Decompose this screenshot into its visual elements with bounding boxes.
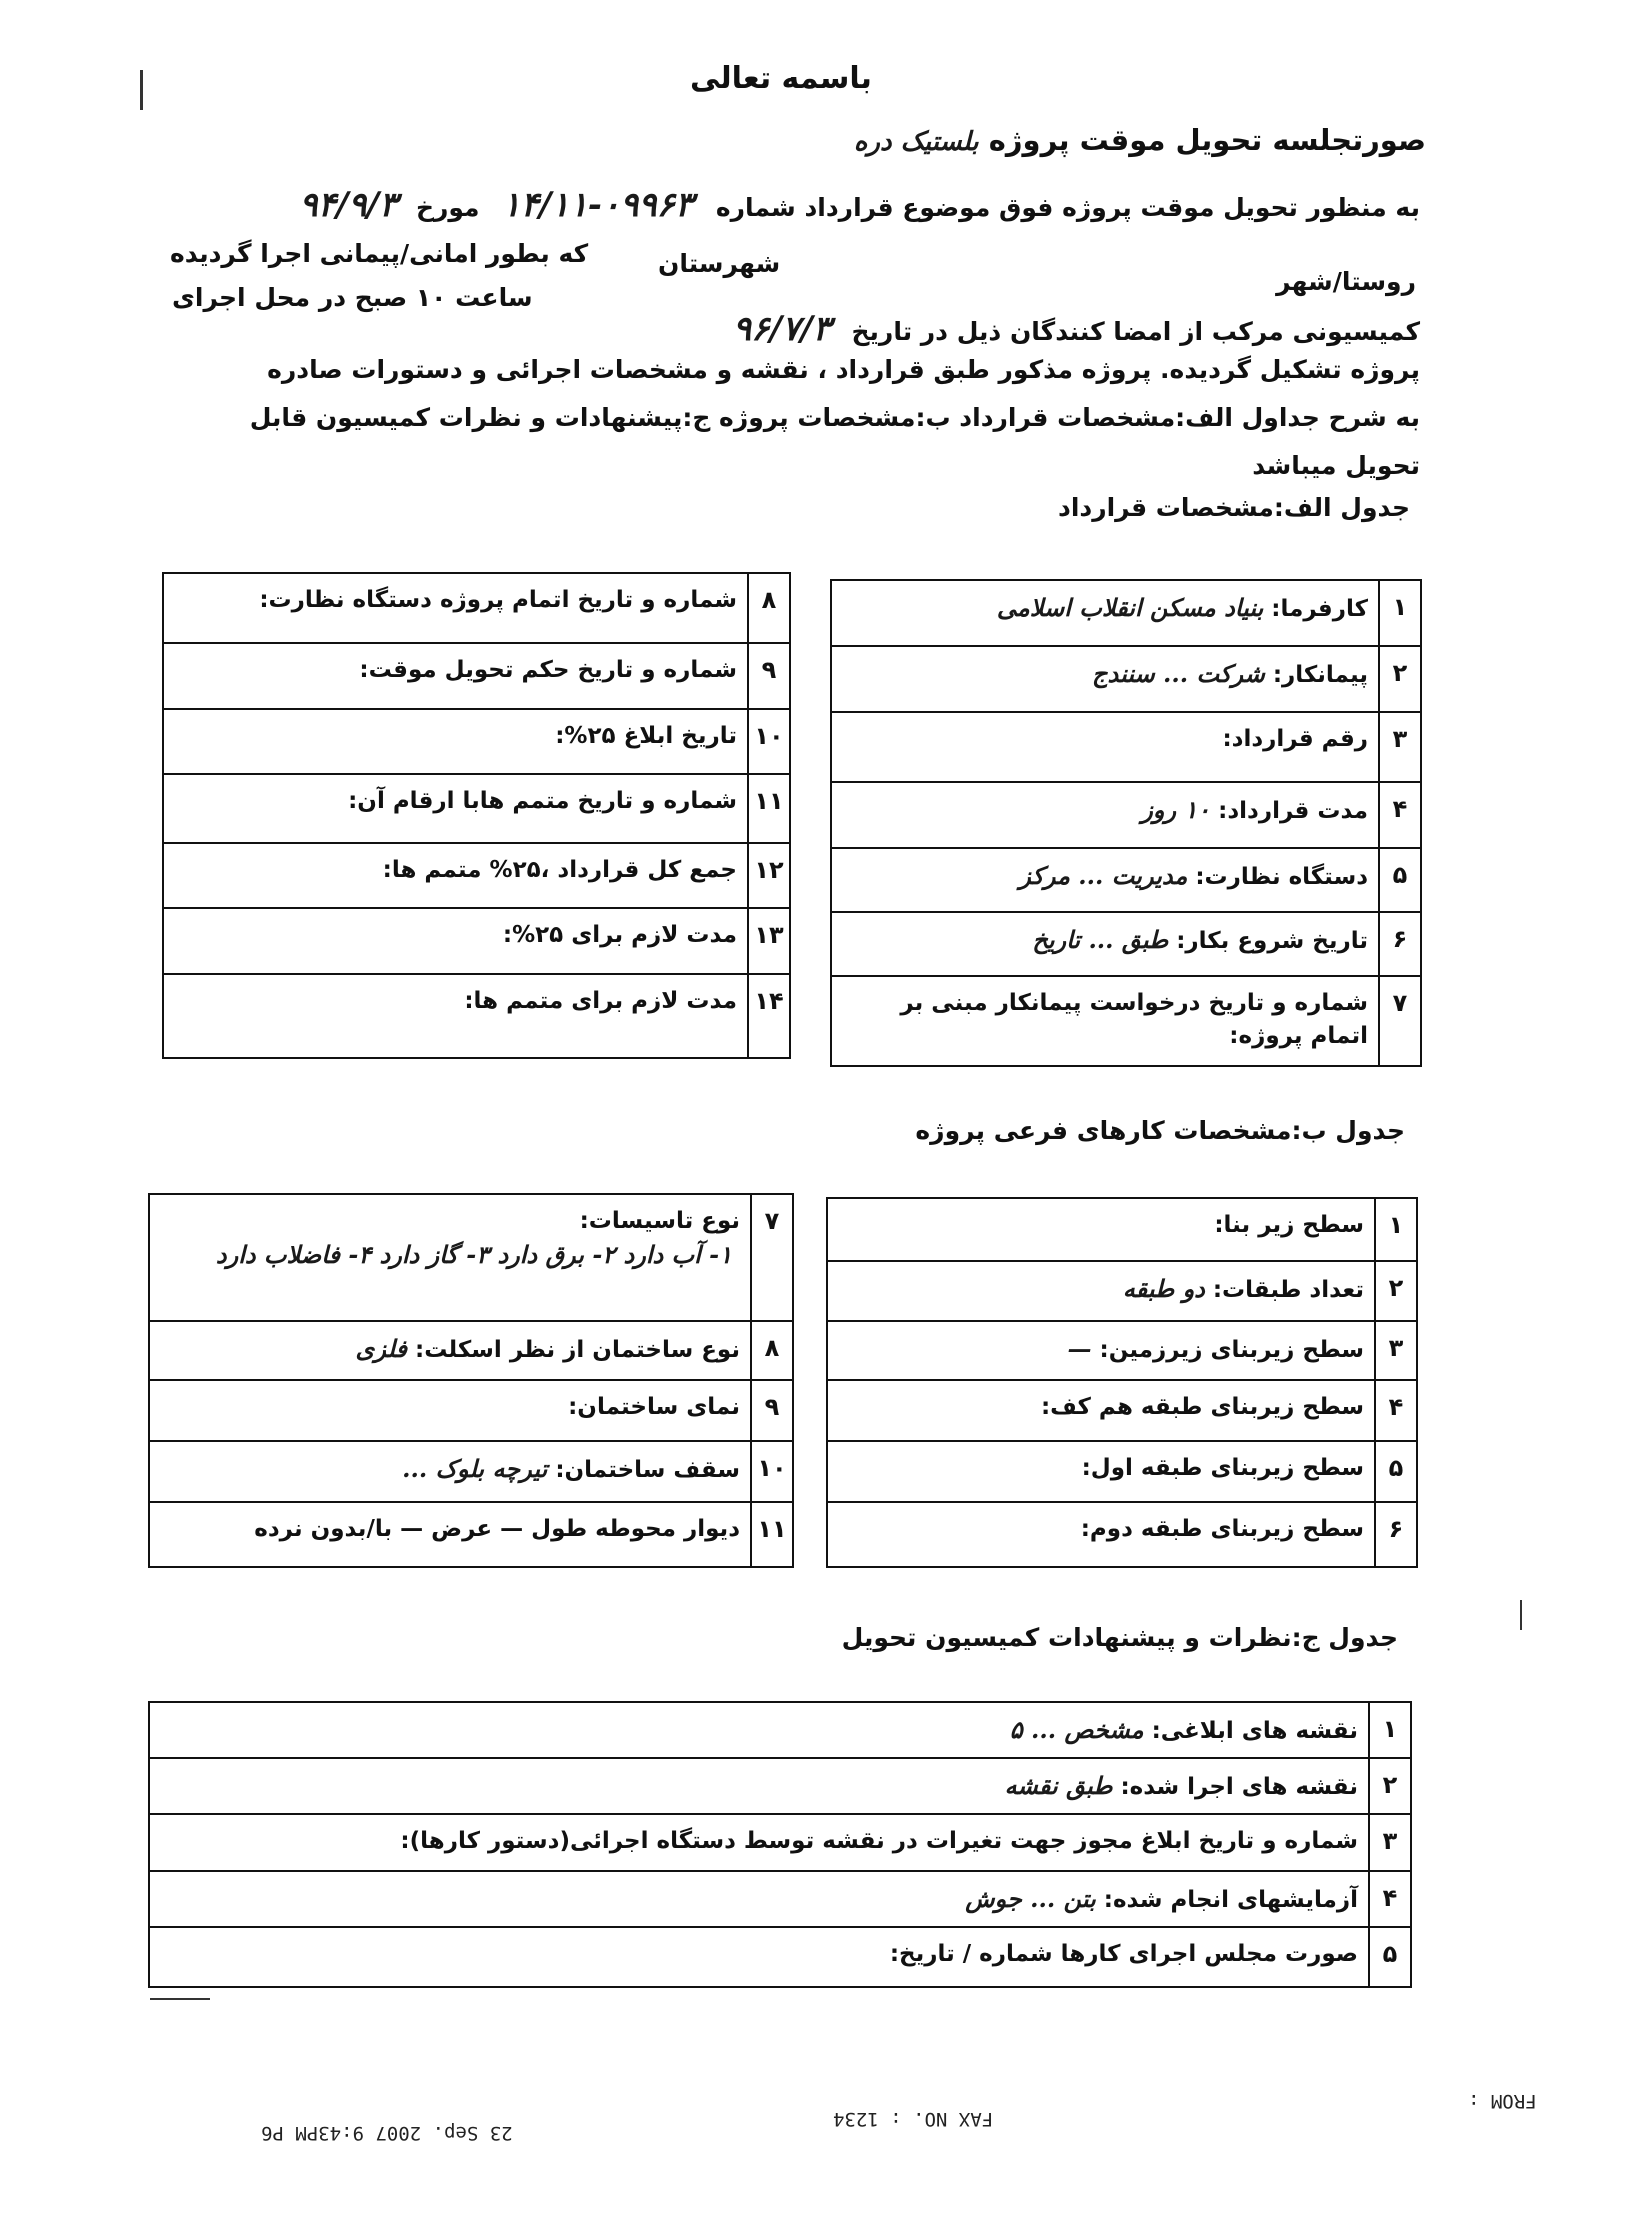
table-row [832, 581, 1420, 647]
row-field [150, 1928, 1368, 1986]
row-number: ۳ [1368, 1815, 1410, 1870]
table-row [150, 1322, 792, 1381]
village-label: روستا/شهر [1276, 267, 1416, 296]
row-field [828, 1199, 1374, 1260]
table-row [164, 644, 789, 710]
row-number: ۵ [1368, 1928, 1410, 1986]
table-row [164, 710, 789, 775]
row-number: ۹ [747, 644, 789, 708]
row-number: ۵ [1374, 1442, 1416, 1501]
field-value-handwritten: مشخص ... ۵ [1009, 1715, 1144, 1744]
row-number: ۱۲ [747, 844, 789, 907]
fax-timestamp: 23 Sep. 2007 9:43PM P6 [261, 2122, 513, 2144]
table-row [164, 909, 789, 975]
field-label: شماره و تاریخ درخواست پیمانکار مبنی بر اتمام پروژه: [900, 990, 1368, 1050]
field-value-handwritten: ۱- آب دارد ۲- برق دارد ۳- گاز دارد ۴- فاضلاب دارد [215, 1240, 732, 1270]
table-row [828, 1262, 1416, 1322]
field-label: دیوار محوطه طول — عرض — با/بدون نرده [254, 1516, 740, 1542]
field-value-handwritten: طبق ... تاریخ [1032, 925, 1169, 954]
row-number: ۱ [1374, 1199, 1416, 1260]
subject-handwritten: بلستیک دره [853, 127, 979, 157]
field-label: شماره و تاریخ حکم تحویل موقت: [359, 657, 737, 683]
row-field [828, 1381, 1374, 1440]
row-field [164, 844, 747, 907]
table-row [832, 849, 1420, 913]
row-number: ۱۱ [750, 1503, 792, 1566]
table-row [164, 775, 789, 844]
field-label: سطح زیربنای زیرزمین: [1099, 1337, 1364, 1363]
row-field [828, 1262, 1374, 1320]
row-field [164, 975, 747, 1057]
row-field [150, 1381, 750, 1440]
table-row [150, 1442, 792, 1503]
field-label: تاریخ شروع بکار: [1176, 928, 1368, 954]
row-field [832, 713, 1378, 781]
project-table-left [148, 1193, 794, 1568]
row-field [832, 783, 1378, 847]
field-value-handwritten: تیرچه بلوک ... [402, 1454, 548, 1483]
field-label: سطح زیر بنا: [1214, 1212, 1364, 1238]
row-field [828, 1442, 1374, 1501]
field-label: تعداد طبقات: [1212, 1277, 1364, 1303]
intro-text: کمیسیونی مرکب از امضا کنندگان ذیل در تاریخ [851, 317, 1420, 346]
row-field [150, 1759, 1368, 1813]
field-label: آزمایشهای انجام شده: [1103, 1887, 1358, 1913]
row-field [164, 710, 747, 773]
table-row [150, 1195, 792, 1322]
row-number: ۱۴ [747, 975, 789, 1057]
row-field [150, 1322, 750, 1379]
field-label: سقف ساختمان: [555, 1457, 740, 1483]
row-field [832, 581, 1378, 645]
contract-date: ۹۴/۹/۳ [299, 185, 398, 225]
table-row [150, 1872, 1410, 1928]
row-number: ۱ [1378, 581, 1420, 645]
intro-text: به منظور تحویل موقت پروژه فوق موضوع قرارداد شماره [715, 193, 1420, 222]
field-value-handwritten: دو طبقه [1122, 1274, 1205, 1303]
field-label: تاریخ ابلاغ ۲۵%: [555, 723, 737, 749]
table-row [164, 975, 789, 1057]
dated-label: مورخ [415, 193, 480, 222]
table-row [150, 1503, 792, 1566]
field-value-handwritten: شرکت ... سنندج [1092, 659, 1265, 688]
field-value-handwritten: مدیریت ... مرکز [1019, 861, 1188, 890]
field-label: مدت قرارداد: [1218, 798, 1368, 824]
row-number: ۵ [1378, 849, 1420, 911]
county-label: شهرستان [658, 249, 781, 278]
row-field [828, 1322, 1374, 1379]
field-label: جمع کل قرارداد ،۲۵% متمم ها: [382, 857, 737, 883]
row-number: ۱۰ [750, 1442, 792, 1501]
row-number: ۲ [1378, 647, 1420, 711]
field-label: مدت لازم برای متمم ها: [464, 988, 737, 1014]
row-number: ۹ [750, 1381, 792, 1440]
row-field [832, 913, 1378, 975]
row-number: ۶ [1378, 913, 1420, 975]
row-number: ۱۰ [747, 710, 789, 773]
field-label: رقم قرارداد: [1222, 726, 1368, 752]
field-value-handwritten: بنیاد مسکن انقلاب اسلامی [996, 593, 1264, 622]
contract-number: ۰۹۹۶۳-۱۴/۱۱ [502, 185, 694, 225]
row-field [828, 1503, 1374, 1566]
table-row [150, 1703, 1410, 1759]
intro-line-5: پروژه تشکیل گردیده. پروژه مذکور طبق قرارداد ، نقشه و مشخصات اجرائی و دستورات صادره [267, 355, 1420, 384]
row-field [832, 647, 1378, 711]
document-subject [854, 124, 1426, 158]
row-field [150, 1703, 1368, 1757]
row-number: ۱۳ [747, 909, 789, 973]
intro-line-4 [733, 310, 1420, 349]
row-number: ۸ [750, 1322, 792, 1379]
contract-table-left [162, 572, 791, 1059]
field-label: نقشه های اجرا شده: [1120, 1774, 1358, 1800]
scan-noise [150, 1998, 210, 2000]
row-field [164, 775, 747, 842]
row-number: ۴ [1378, 783, 1420, 847]
field-label: کارفرما: [1271, 596, 1368, 622]
table-row [150, 1381, 792, 1442]
row-field [164, 644, 747, 708]
row-number: ۸ [747, 574, 789, 642]
field-label: صورت مجلس اجرای کارها شماره / تاریخ: [889, 1941, 1358, 1967]
table-b-title: جدول ب:مشخصات کارهای فرعی پروژه [915, 1116, 1405, 1145]
intro-line-7: تحویل میباشد [1252, 451, 1420, 480]
project-table-right [826, 1197, 1418, 1568]
row-number: ۴ [1374, 1381, 1416, 1440]
commission-table [148, 1701, 1412, 1988]
table-row [832, 713, 1420, 783]
field-value-handwritten: — [1067, 1334, 1092, 1363]
field-value-handwritten: فلزی [355, 1334, 407, 1363]
document-heading: باسمه تعالی [690, 61, 872, 96]
table-row [828, 1381, 1416, 1442]
row-field [150, 1872, 1368, 1926]
table-row [832, 783, 1420, 849]
table-a-title: جدول الف:مشخصات قرارداد [1057, 493, 1410, 522]
intro-line-6: به شرح جداول الف:مشخصات قرارداد ب:مشخصات پروژه ج:پیشنهادات و نظرات کمیسیون قابل [249, 403, 1420, 432]
row-number: ۴ [1368, 1872, 1410, 1926]
row-field [164, 574, 747, 642]
table-row [164, 844, 789, 909]
table-row [828, 1442, 1416, 1503]
row-number: ۶ [1374, 1503, 1416, 1566]
subject-text: صورتجلسه تحویل موقت پروژه [988, 123, 1426, 157]
row-field [150, 1195, 750, 1320]
meeting-date: ۹۶/۷/۳ [732, 309, 831, 349]
field-label: پیمانکار: [1272, 662, 1368, 688]
intro-line-1 [299, 186, 1420, 225]
table-row [832, 913, 1420, 977]
row-number: ۲ [1368, 1759, 1410, 1813]
row-number: ۳ [1374, 1322, 1416, 1379]
table-row [828, 1322, 1416, 1381]
row-field [150, 1503, 750, 1566]
field-label: نقشه های ابلاغی: [1151, 1718, 1358, 1744]
table-row [150, 1928, 1410, 1986]
row-number: ۷ [1378, 977, 1420, 1065]
intro-line-3: ساعت ۱۰ صبح در محل اجرای [172, 283, 533, 312]
field-label: سطح زیربنای طبقه دوم: [1080, 1516, 1364, 1542]
field-label: شماره و تاریخ ابلاغ مجوز جهت تغیرات در نقشه توسط دستگاه اجرائی(دستور کارها): [400, 1828, 1358, 1854]
field-label: شماره و تاریخ متمم هابا ارقام آن: [348, 788, 737, 814]
scan-noise [140, 70, 143, 110]
table-row [832, 977, 1420, 1065]
table-row [828, 1503, 1416, 1566]
table-row [150, 1815, 1410, 1872]
row-number: ۱۱ [747, 775, 789, 842]
table-row [164, 574, 789, 644]
row-field [832, 849, 1378, 911]
row-field [150, 1442, 750, 1501]
field-label: نوع تاسیسات: [579, 1208, 740, 1234]
field-label: سطح زیربنای طبقه اول: [1081, 1455, 1364, 1481]
field-value-handwritten: طبق نقشه [1004, 1771, 1113, 1800]
field-label: نمای ساختمان: [568, 1394, 740, 1420]
table-row [150, 1759, 1410, 1815]
row-number: ۱ [1368, 1703, 1410, 1757]
row-field [150, 1815, 1368, 1870]
row-number: ۷ [750, 1195, 792, 1320]
row-field [164, 909, 747, 973]
row-number: ۳ [1378, 713, 1420, 781]
row-number: ۲ [1374, 1262, 1416, 1320]
contract-table-right [830, 579, 1422, 1067]
fax-number: FAX NO. : 1234 [833, 2108, 994, 2130]
field-label: شماره و تاریخ اتمام پروژه دستگاه نظارت: [259, 587, 737, 613]
field-label: سطح زیربنای طبقه هم کف: [1040, 1394, 1364, 1420]
field-value-handwritten: بتن ... جوش [965, 1884, 1096, 1913]
table-c-title: جدول ج:نظرات و پیشنهادات کمیسیون تحویل [841, 1623, 1398, 1652]
table-row [828, 1199, 1416, 1262]
scan-noise [1520, 1600, 1522, 1630]
fax-from: FROM : [1468, 2090, 1537, 2112]
field-value-handwritten: ۱۰ روز [1141, 795, 1211, 824]
field-label: مدت لازم برای ۲۵%: [502, 922, 737, 948]
intro-line-2: که بطور امانی/پیمانی اجرا گردیده [170, 239, 589, 268]
table-row [832, 647, 1420, 713]
field-label: نوع ساختمان از نظر اسکلت: [415, 1337, 740, 1363]
field-label: دستگاه نظارت: [1195, 864, 1368, 890]
row-field [832, 977, 1378, 1065]
